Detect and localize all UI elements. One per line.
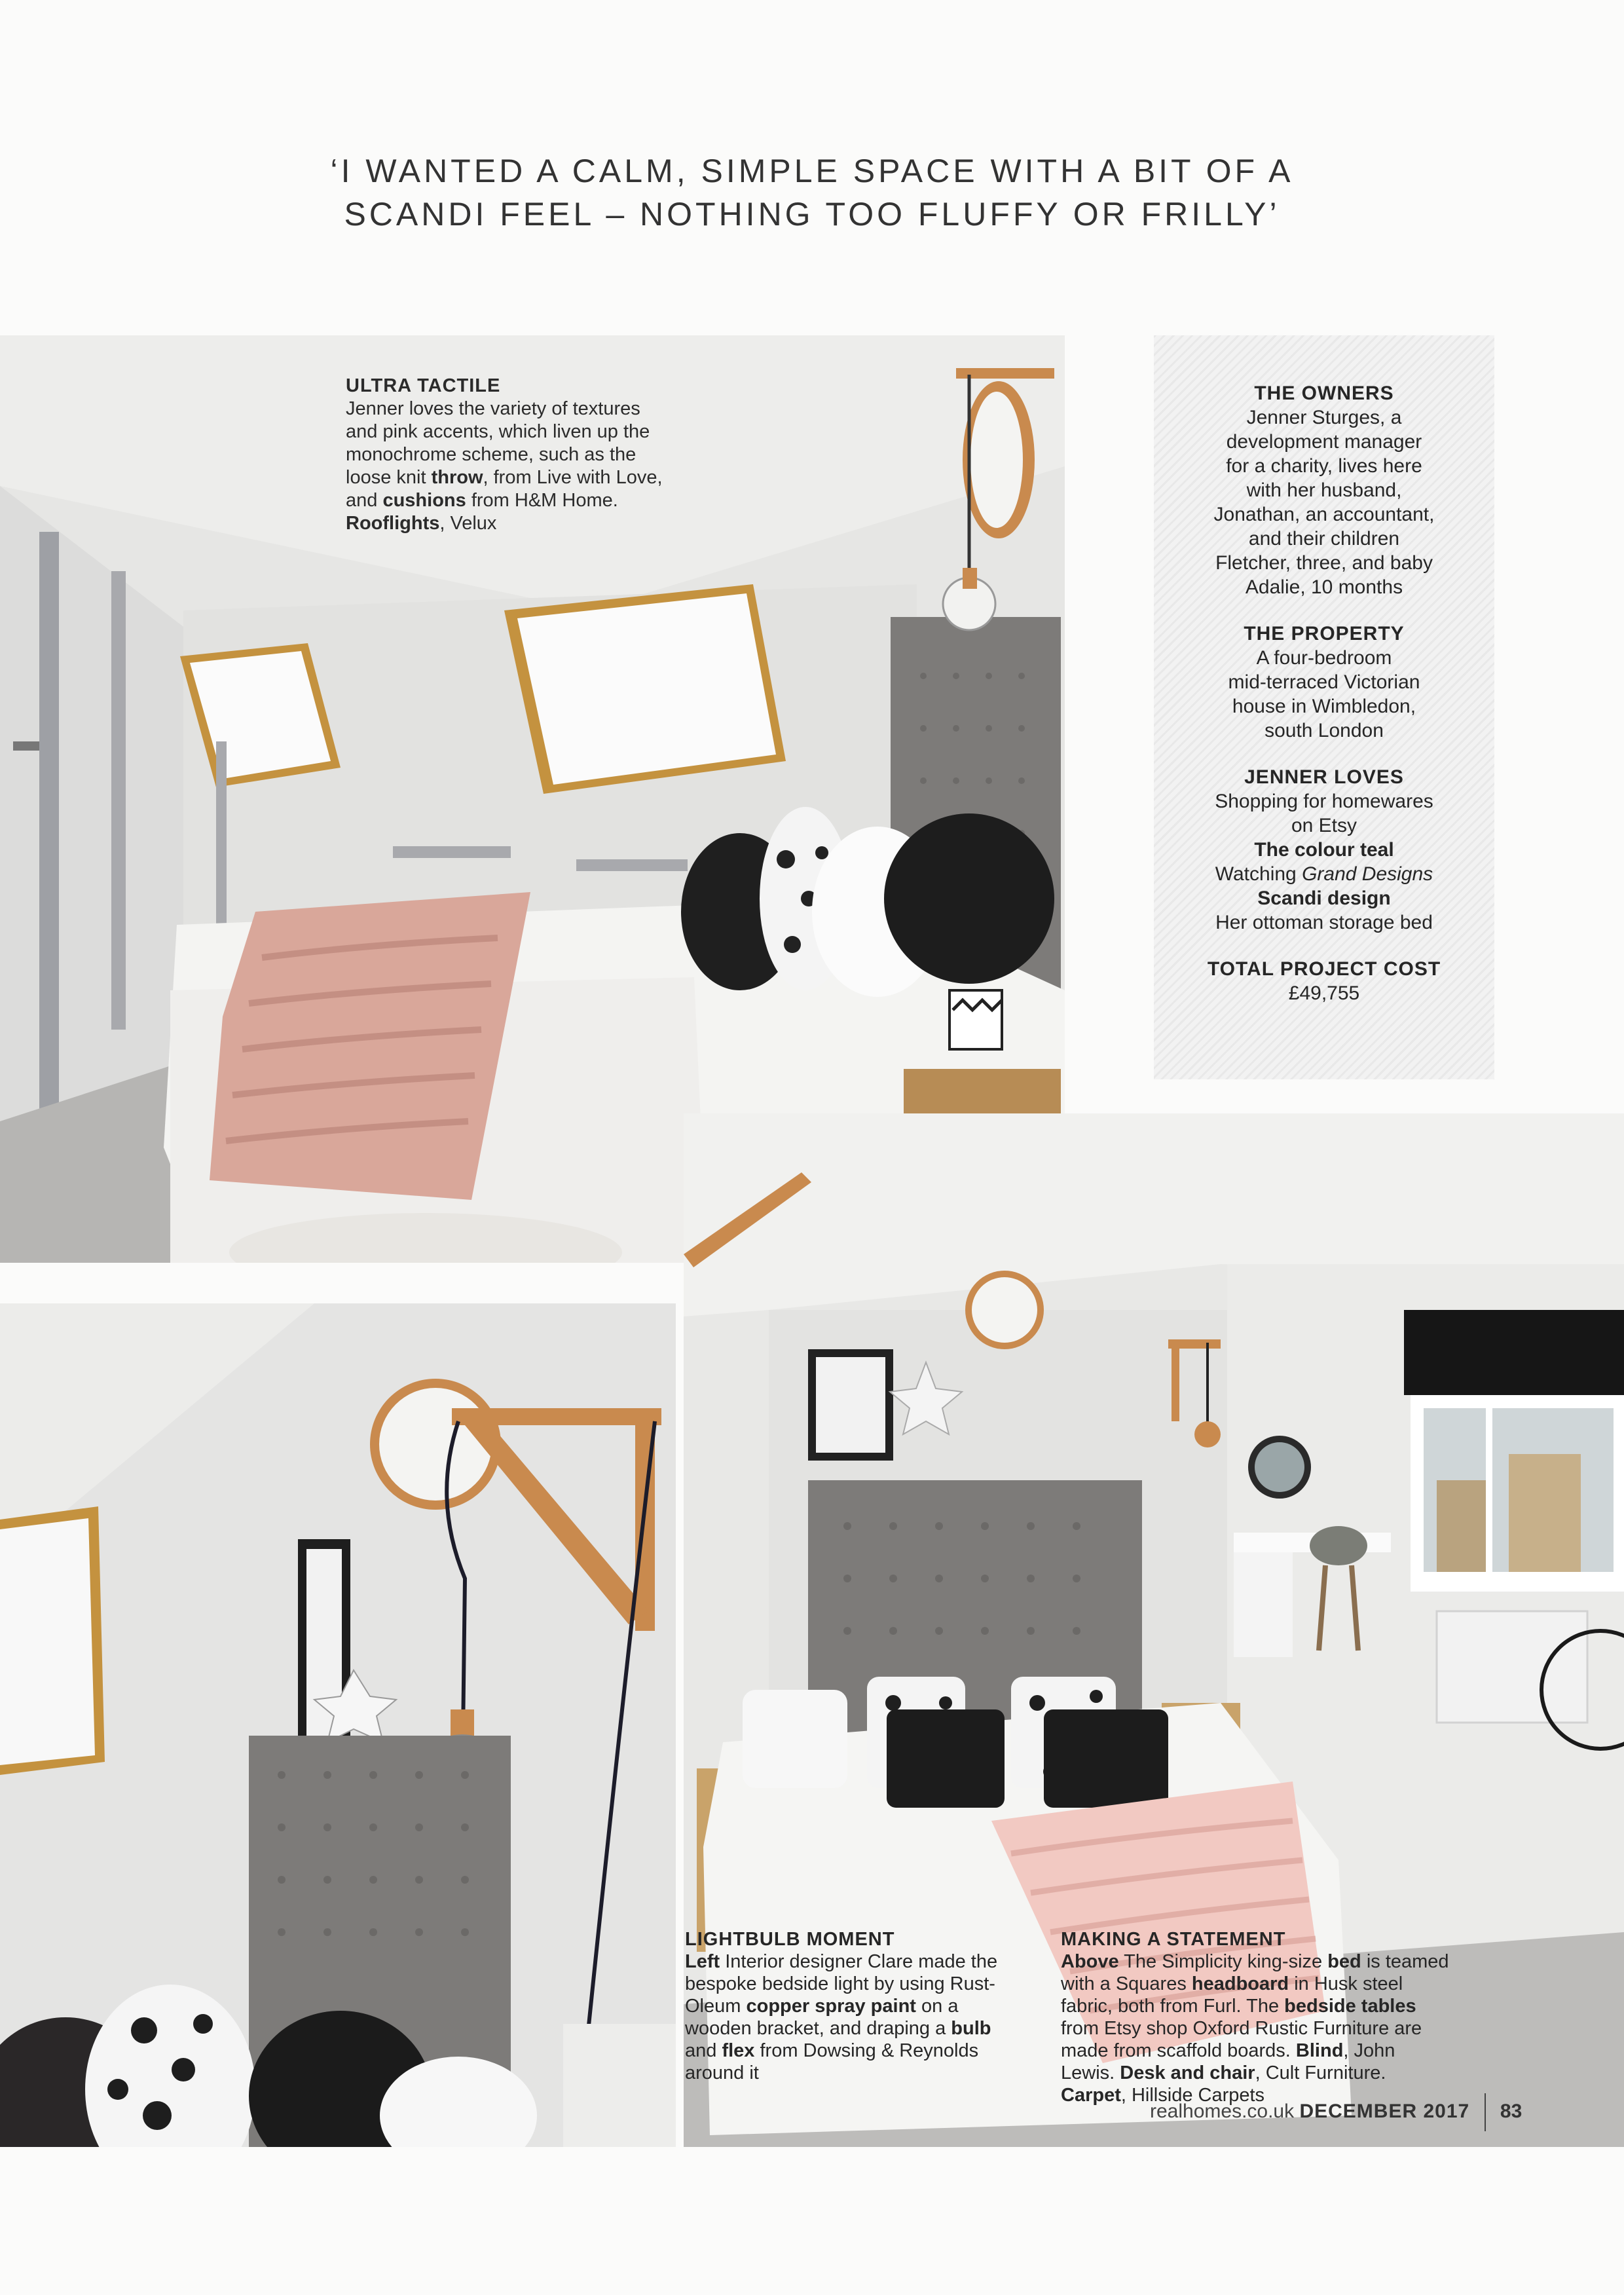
- caption-text: , John Lewis.: [1061, 2040, 1395, 2083]
- fact-line: for a charity, lives here: [1226, 455, 1422, 477]
- fact-loves: [1154, 765, 1494, 935]
- caption-bold-above: Above: [1061, 1951, 1119, 1972]
- fact-cost-heading: TOTAL PROJECT COST: [1207, 958, 1441, 980]
- caption-text: , Hillside Carpets: [1120, 2085, 1265, 2106]
- fact-cost-value: £49,755: [1288, 982, 1360, 1004]
- caption-making-a-statement: [1061, 1928, 1454, 2106]
- folio-divider: [1485, 2093, 1486, 2131]
- fact-line: Adalie, 10 months: [1245, 576, 1403, 598]
- caption-ultra-tactile: [346, 375, 673, 535]
- fact-line: A four-bedroom: [1256, 647, 1392, 669]
- fact-property: [1154, 622, 1494, 743]
- fact-line-bold: Scandi design: [1257, 887, 1391, 909]
- caption-bold-bedside-tables: bedside tables: [1284, 1996, 1416, 2017]
- fact-line: [1154, 862, 1494, 886]
- fact-line: Jonathan, an accountant,: [1213, 504, 1435, 525]
- fact-line: house in Wimbledon,: [1232, 696, 1416, 717]
- pull-quote: [170, 149, 1454, 236]
- fact-owners-heading: THE OWNERS: [1254, 382, 1394, 404]
- fact-box: [1154, 335, 1494, 1079]
- fact-line: development manager: [1226, 431, 1422, 453]
- caption-bold-bulb: bulb: [951, 2018, 991, 2039]
- caption-bold-headboard: headboard: [1191, 1973, 1289, 1994]
- fact-line-bold: The colour teal: [1254, 839, 1394, 861]
- page-folio: [1150, 2093, 1522, 2131]
- fact-line: south London: [1264, 720, 1384, 741]
- caption-lightbulb-body: [685, 1950, 1006, 2084]
- caption-text: The Simplicity king-size: [1118, 1951, 1328, 1972]
- caption-bold-carpet: Carpet: [1061, 2085, 1121, 2106]
- caption-bold-flex: flex: [722, 2040, 755, 2061]
- pull-quote-line-2: SCANDI FEEL – NOTHING TOO FLUFFY OR FRILLY’: [344, 196, 1280, 233]
- fact-cost: [1154, 957, 1494, 1005]
- fact-line-italic: Grand Designs: [1302, 863, 1433, 885]
- caption-text: and: [685, 2040, 722, 2061]
- caption-bold-copper-spray-paint: copper spray paint: [746, 1996, 916, 2017]
- caption-text: Interior designer Clare made the bespoke bedside light by using Rust-Oleum: [685, 1951, 998, 2017]
- fact-line: Her ottoman storage bed: [1215, 912, 1433, 933]
- caption-lightbulb-heading: LIGHTBULB MOMENT: [685, 1929, 895, 1950]
- caption-lightbulb-moment: [685, 1928, 1006, 2084]
- caption-text: in Husk steel fabric, both from Furl. The: [1061, 1973, 1403, 2017]
- photo-bedside-light: [0, 1303, 676, 2147]
- caption-ultra-tactile-heading: ULTRA TACTILE: [346, 375, 501, 396]
- caption-text: , Cult Furniture.: [1255, 2062, 1386, 2083]
- caption-text: from Dowsing & Reynolds around it: [685, 2040, 979, 2083]
- caption-bold-throw: throw: [431, 467, 483, 488]
- fact-property-heading: THE PROPERTY: [1244, 623, 1405, 644]
- fact-line: on Etsy: [1291, 815, 1357, 836]
- caption-text: Jenner loves the variety of textures and pink accents, which liven up the monochrome scheme, such as the loose knit: [346, 398, 650, 488]
- fact-owners: [1154, 381, 1494, 599]
- fact-line-prefix: Watching: [1215, 863, 1302, 885]
- fact-line: Jenner Sturges, a: [1246, 407, 1402, 428]
- caption-text: , from Live with Love, and: [346, 467, 663, 511]
- fact-line: Fletcher, three, and baby: [1215, 552, 1433, 574]
- folio-website: realhomes.co.uk: [1150, 2100, 1295, 2122]
- caption-bold-left: Left: [685, 1951, 720, 1972]
- caption-ultra-tactile-body: [346, 398, 673, 535]
- caption-text: on a wooden bracket, and draping a: [685, 1996, 959, 2039]
- caption-statement-heading: MAKING A STATEMENT: [1061, 1929, 1286, 1950]
- caption-text: is teamed with a Squares: [1061, 1951, 1449, 1994]
- fact-line: Shopping for homewares: [1215, 791, 1433, 812]
- fact-loves-heading: JENNER LOVES: [1244, 766, 1404, 788]
- caption-text: from H&M Home.: [466, 490, 618, 511]
- caption-bold-blind: Blind: [1295, 2040, 1344, 2061]
- folio-issue-date: DECEMBER 2017: [1299, 2100, 1470, 2122]
- caption-bold-rooflights: Rooflights: [346, 513, 440, 534]
- pull-quote-line-1: ‘I WANTED A CALM, SIMPLE SPACE WITH A BIT OF A: [330, 153, 1294, 189]
- caption-bold-cushions: cushions: [382, 490, 466, 511]
- caption-statement-body: [1061, 1950, 1454, 2106]
- caption-text: from Etsy shop Oxford Rustic Furniture are made from scaffold boards.: [1061, 2018, 1422, 2061]
- caption-bold-bed: bed: [1327, 1951, 1361, 1972]
- fact-line: mid-terraced Victorian: [1228, 671, 1420, 693]
- caption-bold-desk-and-chair: Desk and chair: [1120, 2062, 1255, 2083]
- caption-text: , Velux: [439, 513, 497, 534]
- fact-line: and their children: [1248, 528, 1400, 550]
- fact-line: with her husband,: [1246, 479, 1402, 501]
- page-number: 83: [1500, 2100, 1522, 2122]
